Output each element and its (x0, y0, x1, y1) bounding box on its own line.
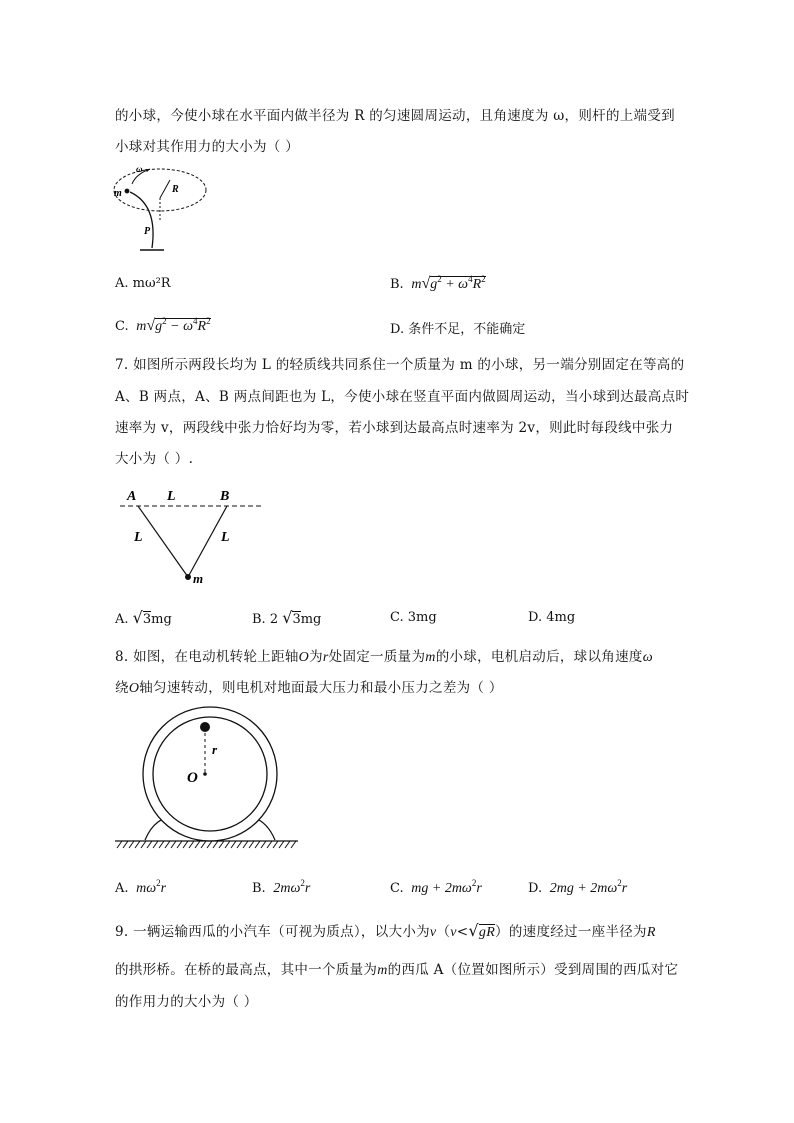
radius-label: R (172, 184, 179, 195)
axis-o-label: O (187, 770, 198, 786)
q8-option-a: A. $m\omega^2r$ (115, 878, 167, 896)
q7-option-a: A. √3mg (115, 608, 172, 627)
q6-figure (110, 160, 220, 260)
q7-figure (115, 484, 265, 589)
q8-text-line2: 绕O轴匀速转动，则电机对地面最大压力和最小压力之差为（ ） (115, 680, 503, 696)
q6-option-b: B. $m√g^2 + \omega^4R^2$ (390, 274, 486, 292)
q6-option-d: D. 条件不足，不能确定 (390, 322, 526, 337)
length-top-label: L (167, 489, 176, 504)
q8-option-d: D. $2mg + 2m\omega^2r$ (528, 878, 628, 896)
length-left-label: L (134, 530, 143, 545)
mass-label: m (114, 188, 122, 199)
q7-text-line3: 速率为 v，两段线中张力恰好均为零，若小球到达最高点时速率为 2v，则此时每段线中张力 (115, 420, 674, 436)
q9-text-line1: 9. 一辆运输西瓜的小汽车（可视为质点），以大小为v（v<√gR）的速度经过一座半径为R (115, 921, 656, 940)
q7-option-c: C. 3mg (390, 610, 437, 625)
q9-text-line3: 的作用力的大小为（ ） (115, 994, 258, 1010)
q8-figure (115, 708, 305, 853)
q9-text-line2: 的拱形桥。在桥的最高点，其中一个质量为m的西瓜 A（位置如图所示）受到周围的西瓜对它 (115, 962, 679, 978)
omega-label: ω (136, 164, 143, 174)
q7-text-line4: 大小为（ ）. (115, 451, 194, 467)
q8-option-b: B. $2m\omega^2r$ (252, 878, 311, 896)
point-a-label: A (127, 489, 137, 504)
q7-option-b: B. 2 √3mg (252, 608, 322, 627)
q8-text-line1: 8. 如图，在电动机转轮上距轴O为r处固定一质量为m的小球，电机启动后，球以角速度ω (115, 649, 653, 665)
q7-text-line2: A、B 两点，A、B 两点间距也为 L，今使小球在竖直平面内做圆周运动，当小球到达最高点时 (115, 389, 690, 405)
q6-text-line2: 小球对其作用力的大小为（ ） (115, 139, 299, 155)
length-right-label: L (221, 530, 230, 545)
point-b-label: B (220, 489, 230, 504)
q6-option-a: A. mω²R (115, 276, 171, 291)
q7-option-d: D. 4mg (528, 610, 576, 625)
radius-r-label: r (212, 742, 218, 757)
pole-label: P (144, 226, 151, 237)
q7-text-line1: 7. 如图所示两段长均为 L 的轻质线共同系住一个质量为 m 的小球，另一端分别固定在等高的 (115, 357, 685, 373)
q8-option-c: C. mg + $2m\omega^2r$ (390, 878, 482, 896)
q6-text-line1: 的小球，今使小球在水平面内做半径为 R 的匀速圆周运动，且角速度为 ω，则杆的上端受到 (115, 108, 675, 124)
q6-option-c: C. $m√g^2 - \omega^4R^2$ (115, 316, 211, 334)
ball-mass-label: m (193, 571, 204, 586)
